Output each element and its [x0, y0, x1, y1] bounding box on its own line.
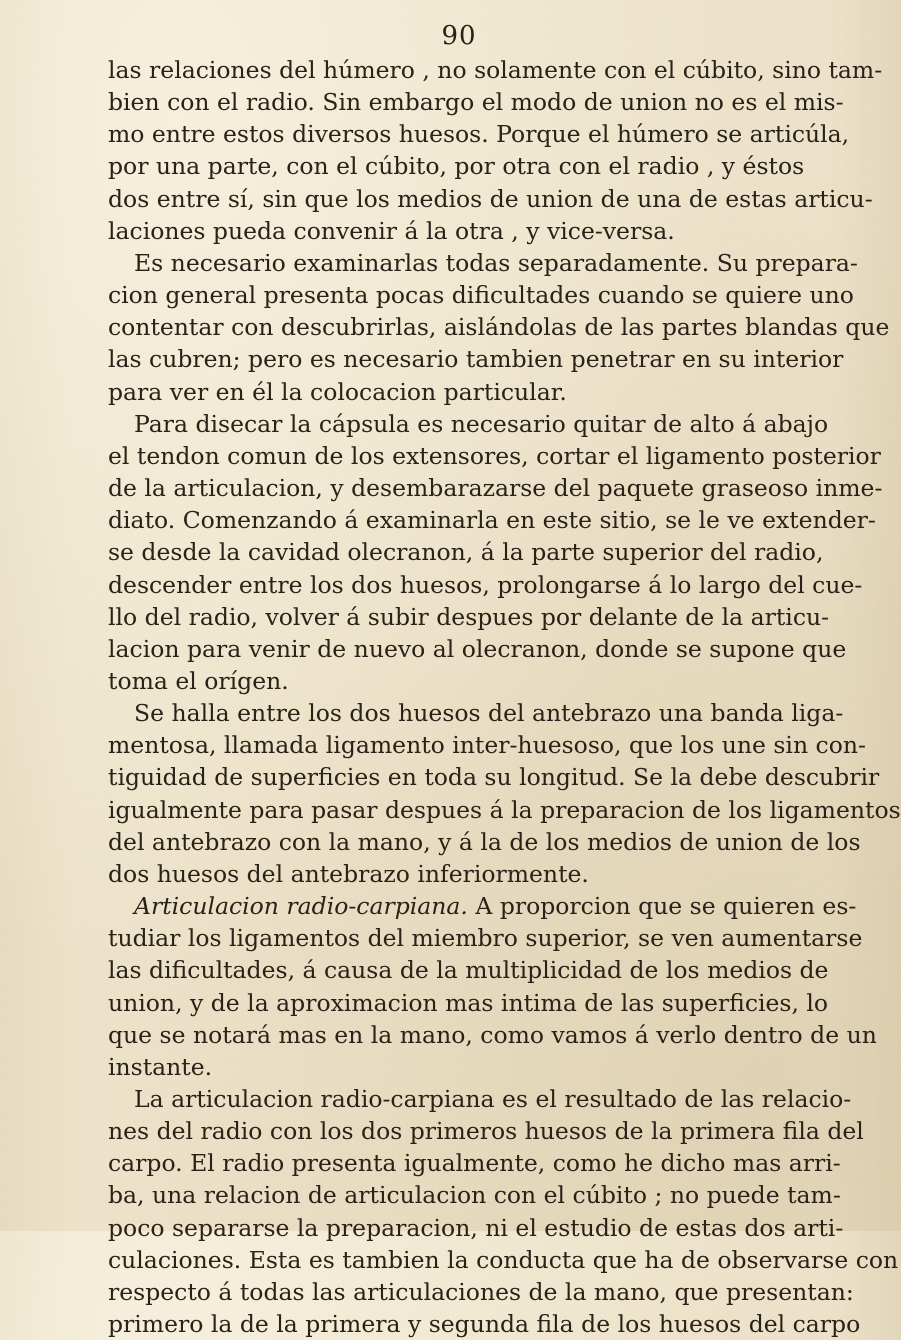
text-line: se desde la cavidad olecranon, á la parte superior del radio, — [108, 538, 824, 567]
text-line: ba, una relacion de articulacion con el cúbito ; no puede tam- — [108, 1181, 841, 1210]
text-line: nes del radio con los dos primeros huesos de la primera fila del — [108, 1117, 864, 1146]
text-line: laciones pueda convenir á la otra , y vice-versa. — [108, 216, 675, 245]
text-line: descender entre los dos huesos, prolongarse á lo largo del cue- — [108, 570, 863, 599]
paragraph — [108, 247, 890, 408]
text-line: dos entre sí, sin que los medios de union de una de estas articu- — [108, 184, 873, 213]
text-line: las dificultades, á causa de la multiplicidad de los medios de — [108, 956, 829, 985]
text-line: Para disecar la cápsula es necesario quitar de alto á abajo — [134, 409, 829, 438]
text-line: las cubren; pero es necesario tambien penetrar en su interior — [108, 345, 844, 374]
text-line: tiguidad de superficies en toda su longitud. Se la debe descubrir — [108, 763, 880, 792]
text-line: Se halla entre los dos huesos del antebrazo una banda liga- — [134, 699, 844, 728]
text-line: lacion para venir de nuevo al olecranon, donde se supone que — [108, 634, 847, 663]
text-line: del antebrazo con la mano, y á la de los medios de union de los — [108, 827, 861, 856]
text-line-rest: A proporcion que se quieren es- — [467, 892, 857, 921]
text-line: que se notará mas en la mano, como vamos á verlo dentro de un — [108, 1020, 877, 1049]
text-line: carpo. El radio presenta igualmente, como he dicho mas arri- — [108, 1149, 841, 1178]
text-line: igualmente para pasar despues á la preparacion de los ligamentos — [108, 795, 901, 824]
text-line — [108, 890, 857, 922]
paragraph — [108, 890, 877, 1083]
text-line: contentar con descubrirlas, aislándolas de las partes blandas que — [108, 313, 890, 342]
paragraph — [108, 408, 883, 697]
text-line: llo del radio, volver á subir despues por delante de la articu- — [108, 602, 830, 631]
text-line: culaciones. Esta es tambien la conducta que ha de observarse con — [108, 1245, 899, 1274]
text-line: instante. — [108, 1052, 213, 1081]
page-number: 90 — [441, 21, 477, 51]
paragraph — [108, 697, 901, 890]
text-line: dos huesos del antebrazo inferiormente. — [108, 859, 589, 888]
text-line: las relaciones del húmero , no solamente con el cúbito, sino tam- — [108, 56, 883, 84]
text-line: primero la de la primera y segunda fila de los huesos del carpo — [108, 1310, 861, 1339]
text-line: poco separarse la preparacion, ni el estudio de estas dos arti- — [108, 1213, 844, 1242]
section-heading: Articulacion radio-carpiana. — [134, 892, 468, 921]
text-line: Es necesario examinarlas todas separadamente. Su prepara- — [134, 248, 858, 277]
text-line: el tendon comun de los extensores, cortar el ligamento posterior — [108, 441, 881, 470]
text-line: para ver en él la colocacion particular. — [108, 377, 567, 406]
text-line: union, y de la aproximacion mas intima de las superficies, lo — [108, 988, 829, 1017]
text-line: mo entre estos diversos huesos. Porque el húmero se articúla, — [108, 120, 850, 149]
paragraph — [108, 54, 883, 247]
text-line: mentosa, llamada ligamento inter-huesoso, que los une sin con- — [108, 731, 866, 760]
text-body — [108, 54, 901, 1340]
text-line: respecto á todas las articulaciones de la mano, que presentan: — [108, 1277, 854, 1306]
page-content — [108, 21, 901, 1340]
paragraph — [108, 1083, 899, 1340]
text-line: tudiar los ligamentos del miembro superior, se ven aumentarse — [108, 924, 863, 953]
text-line: La articulacion radio-carpiana es el resultado de las relacio- — [134, 1085, 852, 1113]
text-line: de la articulacion, y desembarazarse del paquete graseoso inme- — [108, 474, 883, 503]
text-line: diato. Comenzando á examinarla en este sitio, se le ve extender- — [108, 506, 876, 535]
text-line: toma el orígen. — [108, 666, 289, 695]
text-line: cion general presenta pocas dificultades cuando se quiere uno — [108, 281, 854, 310]
text-line: por una parte, con el cúbito, por otra con el radio , y éstos — [108, 152, 805, 181]
text-line: bien con el radio. Sin embargo el modo de union no es el mis- — [108, 88, 844, 117]
